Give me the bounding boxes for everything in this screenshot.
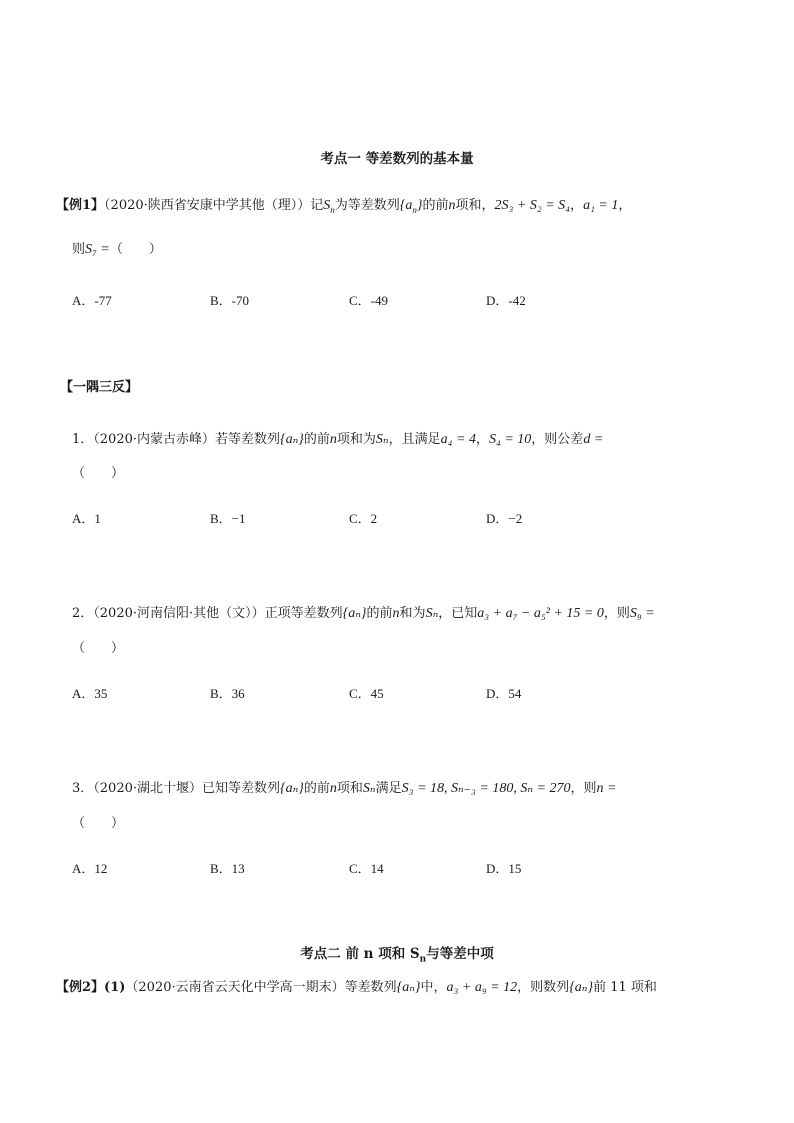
question-number: 3． bbox=[72, 781, 94, 796]
math-symbol: S bbox=[323, 198, 331, 213]
math-symbol: {a bbox=[399, 198, 413, 213]
option-c[interactable]: C．14 bbox=[349, 861, 384, 876]
section-heading-1 bbox=[0, 147, 794, 167]
question-source: （2020·陕西省安康中学其他（理）） bbox=[104, 198, 311, 213]
text: 前 11 项和 bbox=[593, 980, 657, 995]
math-equation: S₇ = bbox=[85, 242, 110, 257]
math-sequence: {aₙ} bbox=[396, 980, 421, 995]
text: 为等差数列 bbox=[334, 198, 400, 213]
question-number: 2． bbox=[72, 606, 94, 621]
practice-heading: 【一隅三反】 bbox=[60, 380, 139, 395]
math-equation: 2S₃ + S₂ = S₄ bbox=[494, 198, 571, 213]
math-n-equals: n = bbox=[596, 781, 617, 796]
text: 的前 bbox=[303, 432, 330, 447]
text: 中， bbox=[420, 980, 447, 995]
example-tag: 【例2】 bbox=[56, 980, 105, 995]
text: 正项等差数列 bbox=[264, 606, 343, 621]
option-a[interactable]: A．1 bbox=[72, 511, 101, 526]
question-2-line-2: （ ） bbox=[72, 641, 125, 656]
option-b[interactable]: B．−1 bbox=[210, 511, 246, 526]
section-heading-2-text-end: 与等差中项 bbox=[426, 946, 494, 962]
option-c[interactable]: C．45 bbox=[349, 686, 384, 701]
example-1-line-2 bbox=[72, 238, 162, 258]
text: 项和为 bbox=[336, 432, 376, 447]
math-equation: S₃ = 18, Sₙ₋₃ = 180, Sₙ = 270 bbox=[401, 781, 571, 796]
math-subscript: n bbox=[330, 204, 335, 215]
text: 已知等差数列 bbox=[202, 781, 281, 796]
math-n: n bbox=[329, 432, 337, 447]
math-sequence: {aₙ} bbox=[280, 781, 304, 796]
math-equation: a₃ + a₇ − a₅² + 15 = 0 bbox=[477, 606, 604, 621]
question-source: （2020·内蒙古赤峰） bbox=[93, 432, 215, 447]
question-source: （2020·湖北十堰） bbox=[93, 781, 202, 796]
text: 记 bbox=[310, 198, 324, 213]
section-heading-2-text: 考点二 前 n 项和 S bbox=[300, 946, 420, 962]
math-n: n bbox=[392, 606, 400, 621]
option-d[interactable]: D．15 bbox=[486, 861, 522, 876]
math-sequence: {aₙ} bbox=[342, 606, 367, 621]
math-n: n bbox=[448, 198, 456, 213]
text: 满足 bbox=[375, 781, 402, 796]
math-equation: a₄ = 4 bbox=[440, 432, 476, 447]
text: ，则 bbox=[603, 606, 630, 621]
text: 项和 bbox=[336, 781, 363, 796]
question-3-line-2: （ ） bbox=[72, 816, 125, 831]
option-b[interactable]: B．13 bbox=[210, 861, 245, 876]
math-sn: Sₙ bbox=[425, 606, 439, 621]
part-label: (1) bbox=[104, 980, 126, 995]
example-tag: 【例1】 bbox=[56, 198, 105, 213]
question-1-line-2: （ ） bbox=[72, 466, 125, 481]
text: 等差数列 bbox=[344, 980, 397, 995]
question-1-line-1 bbox=[72, 428, 603, 448]
text: ， bbox=[475, 432, 489, 447]
option-c[interactable]: C．2 bbox=[349, 511, 378, 526]
text: 项和， bbox=[455, 198, 495, 213]
option-b[interactable]: B．-70 bbox=[210, 293, 250, 308]
option-c[interactable]: C．-49 bbox=[349, 293, 389, 308]
example-2-line-1 bbox=[56, 976, 657, 996]
math-equation: a₃ + a₉ = 12 bbox=[446, 980, 518, 995]
math-sequence bbox=[400, 198, 423, 213]
option-a[interactable]: A．35 bbox=[72, 686, 108, 701]
example-1-line-1 bbox=[56, 194, 631, 215]
text: 的前 bbox=[303, 781, 330, 796]
math-subscript: n bbox=[419, 954, 427, 965]
text: ，则数列 bbox=[517, 980, 570, 995]
math-s9: S₉ = bbox=[629, 606, 655, 621]
math-equation: a₁ = 1 bbox=[583, 198, 619, 213]
math-sn: Sₙ bbox=[375, 432, 389, 447]
math-sn bbox=[323, 198, 335, 213]
question-3-line-1 bbox=[72, 777, 616, 797]
text: 的前 bbox=[422, 198, 449, 213]
math-sequence: {aₙ} bbox=[280, 432, 304, 447]
text: ，且满足 bbox=[388, 432, 441, 447]
text: 的前 bbox=[366, 606, 393, 621]
question-2-line-1 bbox=[72, 602, 655, 622]
text: ，已知 bbox=[438, 606, 478, 621]
text: 和为 bbox=[399, 606, 426, 621]
question-source: （2020·河南信阳·其他（文）） bbox=[93, 606, 265, 621]
math-d: d = bbox=[583, 432, 604, 447]
question-number: 1． bbox=[72, 432, 94, 447]
question-source: （2020·云南省云天化中学高一期末） bbox=[125, 980, 345, 995]
answer-blank: （ ） bbox=[109, 242, 162, 257]
math-n: n bbox=[329, 781, 337, 796]
section-heading-1-text: 考点一 等差数列的基本量 bbox=[320, 151, 474, 167]
text: ， bbox=[570, 198, 584, 213]
text: 若等差数列 bbox=[215, 432, 281, 447]
section-heading-2 bbox=[0, 942, 794, 965]
option-d[interactable]: D．54 bbox=[486, 686, 522, 701]
math-subscript: n bbox=[412, 204, 417, 215]
text: ， bbox=[618, 198, 632, 213]
text: 则 bbox=[72, 242, 86, 257]
option-b[interactable]: B．36 bbox=[210, 686, 245, 701]
math-symbol: } bbox=[416, 198, 423, 213]
math-sequence: {aₙ} bbox=[569, 980, 594, 995]
option-d[interactable]: D．-42 bbox=[486, 293, 526, 308]
text: ，则公差 bbox=[531, 432, 584, 447]
option-a[interactable]: A．12 bbox=[72, 861, 108, 876]
text: ，则 bbox=[570, 781, 597, 796]
math-sn: Sₙ bbox=[362, 781, 376, 796]
option-d[interactable]: D．−2 bbox=[486, 511, 523, 526]
option-a[interactable]: A．-77 bbox=[72, 293, 112, 308]
math-equation: S₄ = 10 bbox=[488, 432, 532, 447]
